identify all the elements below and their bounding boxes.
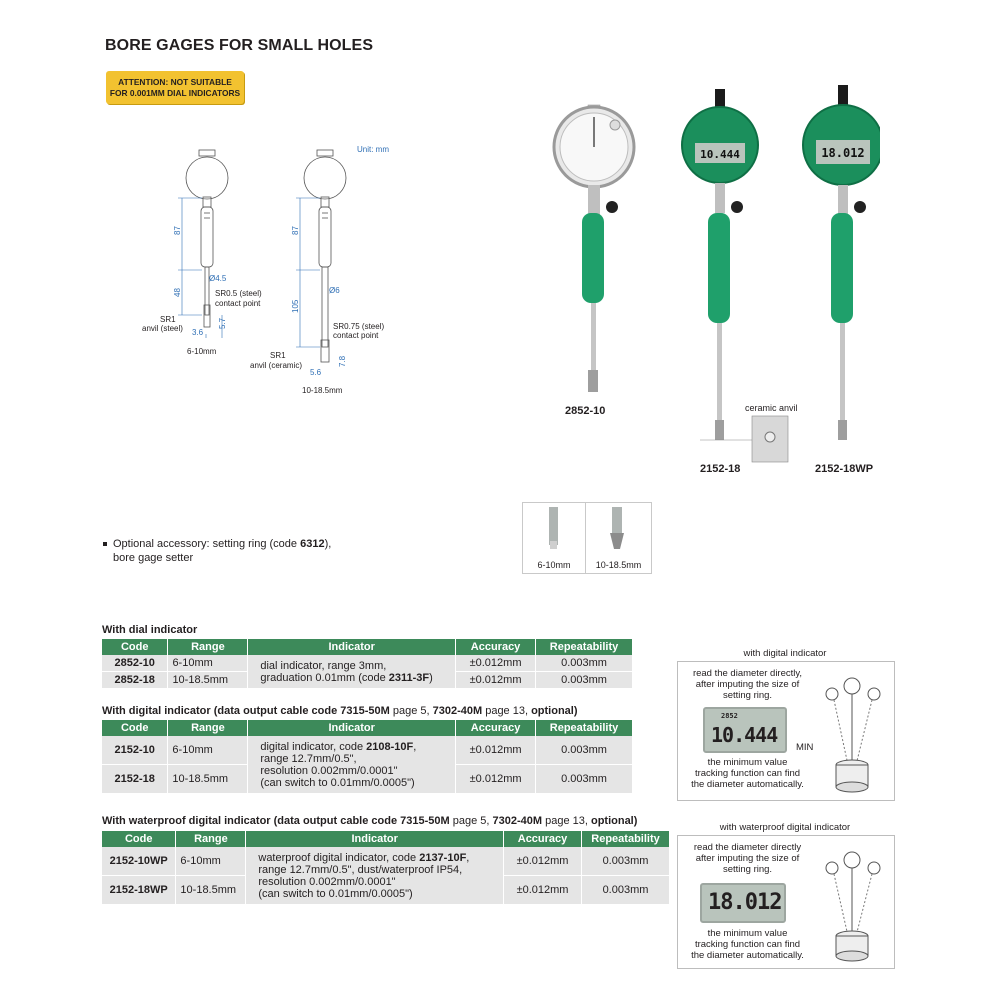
header-accuracy: Accuracy [456,639,536,655]
accessory-photo-box [522,502,652,574]
digital-table: Code Range Indicator Accuracy Repeatability 2152-10 6-10mm digital indicator, code 2108-10F, range 12.7mm/0.5", resolution 0.002mm/0.0001" (can switch to 0.01mm/0.0005") ±0.012mm 0.003mm 2152-18 10-18.5mm ±0.012mm 0.003mm [102,720,633,794]
range-small: 6-10mm [187,347,217,356]
sr-anvil-large: SR1 [270,351,286,360]
dim-87-small: 87 [173,226,182,235]
panel-digital-lcd: 2852 10.444 [703,707,787,753]
dia-large: Ø6 [329,286,340,295]
anvil-small: anvil (steel) [142,324,183,333]
dim-48-small: 48 [173,288,182,297]
dial-table [102,639,633,689]
model-2152-18-label: 2152-18 [700,463,741,475]
accessory-photo-large [586,503,651,573]
panel-waterproof: read the diameter directly after imputing the size of setting ring. 18.012 the minimum value tracking function can find the diameter automatically. [677,835,895,969]
optional-accessory-note: Optional accessory: setting ring (code 6312), bore gage setter [103,537,331,565]
range-large: 10-18.5mm [302,386,343,395]
table-row: 2152-18WP 10-18.5mm ±0.012mm 0.003mm [102,876,670,905]
digital-section-title: With digital indicator (data output cable code 7315-50M page 5, 7302-40M page 13, optional) [102,705,578,717]
waterproof-table: Code Range Indicator Accuracy Repeatability 2152-10WP 6-10mm waterproof digital indicator, code 2137-10F, range 12.7mm/0.5", dust/waterproof IP54, resolution 0.002mm/0.0001" (can switch to 0.01mm/0.0005") ±0.012mm 0.003mm 2152-18WP 10-18.5mm ±0.012mm 0.003mm [102,831,670,905]
accessory-small-label: 6-10mm [537,560,571,570]
dim-56: 5.6 [310,368,322,377]
accessory-large-label: 10-18.5mm [595,560,642,570]
dim-36: 3.6 [192,328,204,337]
dial-gage-photo [554,105,634,392]
ceramic-anvil-label: ceramic anvil [745,403,798,413]
contact-point-large: contact point [333,331,379,340]
model-2152-18wp-label: 2152-18WP [815,463,874,475]
setting-ring-code: 6312 [300,538,325,550]
digital-display: 10.444 [700,148,740,161]
digital-gage-photo [682,89,758,440]
attention-line-2: FOR 0.001MM DIAL INDICATORS [109,87,241,98]
waterproof-gage-photo [803,85,880,440]
sr-anvil-small: SR1 [160,315,176,324]
unit-label: Unit: mm [357,145,389,154]
digital-indicator-desc: digital indicator, code 2108-10F, range 12.7mm/0.5", resolution 0.002mm/0.0001" (can switch to 0.01mm/0.0005") [248,736,456,794]
min-label: MIN [796,742,814,753]
attention-line-1: ATTENTION: NOT SUITABLE [118,77,232,87]
dial-indicator-desc: dial indicator, range 3mm, graduation 0.01mm (code 2311-3F) [248,655,456,689]
contact-point-small: contact point [215,299,261,308]
accessory-photo-small [523,503,586,573]
table-row: 2152-10 6-10mm digital indicator, code 2108-10F, range 12.7mm/0.5", resolution 0.002mm/0.0001" (can switch to 0.01mm/0.0005") ±0.012mm 0.003mm [102,736,633,765]
anvil-large: anvil (ceramic) [250,361,303,370]
dim-87-large: 87 [291,226,300,235]
wp-display: 18.012 [821,146,865,160]
technical-drawing [140,145,400,400]
model-2852-10-label: 2852-10 [565,405,606,417]
sr-contact-small: SR0.5 (steel) [215,289,262,298]
waterproof-section-title: With waterproof digital indicator (data output cable code 7315-50M page 5, 7302-40M page 13, optional) [102,815,638,827]
header-code: Code [102,639,168,655]
dia-small: Ø4.5 [209,274,227,283]
panel-wp-lcd: 18.012 [700,883,786,923]
table-row: 2852-18 10-18.5mm ±0.012mm 0.003mm [102,672,633,689]
setting-ring-illustration-wp [818,844,890,964]
dial-section-title: With dial indicator [102,624,198,636]
dim-78: 7.8 [338,355,347,367]
attention-badge [106,71,244,104]
panel-digital-title: with digital indicator [743,648,827,659]
dim-105: 105 [291,299,300,313]
setting-ring-illustration [818,670,890,795]
panel-digital: read the diameter directly, after imputing the size of setting ring. 2852 10.444 MIN the minimum value tracking function can find the diameter automatically. [677,661,895,801]
optional-line-2: bore gage setter [113,552,194,564]
page-title: BORE GAGES FOR SMALL HOLES [105,37,374,54]
table-row: 2852-10 6-10mm dial indicator, range 3mm, graduation 0.01mm (code 2311-3F) ±0.012mm 0.003mm [102,655,633,672]
header-indicator: Indicator [248,639,456,655]
sr-contact-large: SR0.75 (steel) [333,322,385,331]
dim-57: 5.7 [218,317,227,329]
table-row: 2152-18 10-18.5mm ±0.012mm 0.003mm [102,765,633,794]
table-row: 2152-10WP 6-10mm waterproof digital indicator, code 2137-10F, range 12.7mm/0.5", dust/waterproof IP54, resolution 0.002mm/0.0001" (can switch to 0.01mm/0.0005") ±0.012mm 0.003mm [102,847,670,876]
header-range: Range [168,639,248,655]
header-repeatability: Repeatability [536,639,633,655]
waterproof-indicator-desc: waterproof digital indicator, code 2137-10F, range 12.7mm/0.5", dust/waterproof IP54, resolution 0.002mm/0.0001" (can switch to 0.01mm/0.0005") [246,847,504,905]
panel-wp-title: with waterproof digital indicator [719,822,851,833]
bullet-icon [103,542,107,546]
